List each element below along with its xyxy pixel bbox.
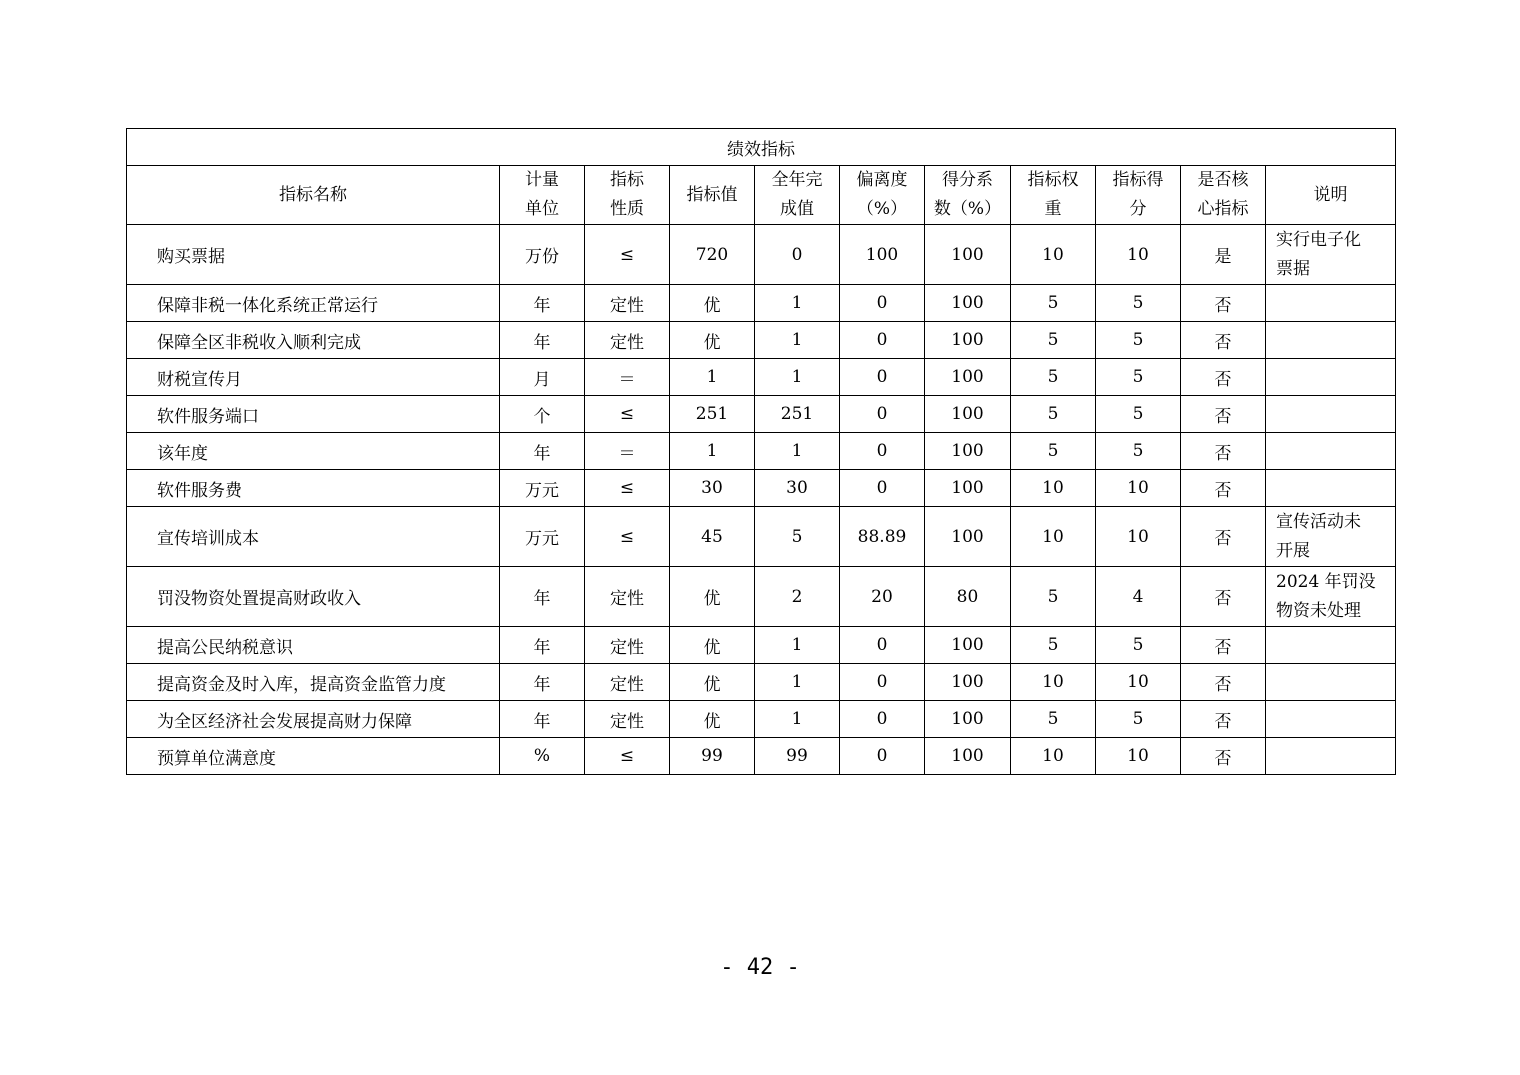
cell-actual: 251 [755,396,840,433]
cell-actual: 5 [755,507,840,567]
table-title-row [127,129,1396,166]
cell-value: 1 [670,433,755,470]
cell-deviation: 0 [840,738,925,775]
table-row [127,322,1396,359]
cell-unit: 年 [500,567,585,627]
cell-name: 提高公民纳税意识 [127,627,500,664]
table-row [127,701,1396,738]
cell-weight: 5 [1011,433,1096,470]
cell-coef: 100 [925,664,1011,701]
cell-score: 10 [1096,470,1181,507]
cell-value: 优 [670,701,755,738]
cell-note [1266,664,1396,701]
cell-value: 优 [670,664,755,701]
header-note: 说明 [1266,166,1396,225]
cell-value: 251 [670,396,755,433]
cell-deviation: 100 [840,225,925,285]
cell-score: 10 [1096,225,1181,285]
cell-deviation: 0 [840,701,925,738]
cell-actual: 1 [755,322,840,359]
cell-deviation: 88.89 [840,507,925,567]
cell-coef: 100 [925,738,1011,775]
cell-coef: 100 [925,701,1011,738]
cell-actual: 1 [755,664,840,701]
cell-nature: 定性 [585,701,670,738]
cell-weight: 5 [1011,396,1096,433]
table-row [127,433,1396,470]
header-name: 指标名称 [127,166,500,225]
cell-coef: 80 [925,567,1011,627]
cell-nature: ＝ [585,359,670,396]
cell-core: 否 [1181,567,1266,627]
cell-nature: ≤ [585,507,670,567]
cell-core: 否 [1181,470,1266,507]
table-row [127,567,1396,627]
cell-weight: 5 [1011,567,1096,627]
cell-note [1266,396,1396,433]
cell-deviation: 0 [840,322,925,359]
cell-core: 否 [1181,738,1266,775]
cell-value: 30 [670,470,755,507]
cell-nature: ≤ [585,396,670,433]
cell-coef: 100 [925,470,1011,507]
cell-weight: 10 [1011,664,1096,701]
table-row [127,627,1396,664]
cell-core: 否 [1181,322,1266,359]
cell-note: 2024 年罚没 物资未处理 [1266,567,1396,627]
cell-coef: 100 [925,507,1011,567]
cell-actual: 1 [755,359,840,396]
cell-deviation: 0 [840,664,925,701]
cell-score: 5 [1096,627,1181,664]
cell-note [1266,470,1396,507]
cell-core: 否 [1181,433,1266,470]
table-row [127,738,1396,775]
cell-score: 5 [1096,433,1181,470]
cell-nature: 定性 [585,627,670,664]
table-row [127,470,1396,507]
cell-nature: ＝ [585,433,670,470]
cell-deviation: 0 [840,359,925,396]
cell-actual: 1 [755,701,840,738]
cell-name: 为全区经济社会发展提高财力保障 [127,701,500,738]
cell-core: 否 [1181,507,1266,567]
cell-actual: 1 [755,433,840,470]
table-row [127,396,1396,433]
cell-note: 宣传活动未 开展 [1266,507,1396,567]
cell-note [1266,627,1396,664]
table-row [127,507,1396,567]
cell-value: 优 [670,627,755,664]
cell-core: 否 [1181,701,1266,738]
cell-name: 预算单位满意度 [127,738,500,775]
cell-nature: 定性 [585,567,670,627]
table-body [127,225,1396,775]
cell-deviation: 0 [840,433,925,470]
cell-core: 否 [1181,285,1266,322]
header-row [127,166,1396,225]
cell-value: 优 [670,567,755,627]
cell-name: 保障全区非税收入顺利完成 [127,322,500,359]
cell-weight: 10 [1011,738,1096,775]
header-value: 指标值 [670,166,755,225]
cell-actual: 2 [755,567,840,627]
header-coef: 得分系 数（%） [925,166,1011,225]
cell-coef: 100 [925,225,1011,285]
table-row [127,225,1396,285]
cell-score: 4 [1096,567,1181,627]
cell-value: 45 [670,507,755,567]
cell-name: 财税宣传月 [127,359,500,396]
cell-name: 软件服务端口 [127,396,500,433]
header-deviation: 偏离度 （%） [840,166,925,225]
cell-note [1266,322,1396,359]
cell-deviation: 0 [840,285,925,322]
cell-coef: 100 [925,433,1011,470]
cell-weight: 5 [1011,285,1096,322]
cell-score: 5 [1096,285,1181,322]
table-row [127,664,1396,701]
cell-note [1266,359,1396,396]
cell-name: 软件服务费 [127,470,500,507]
cell-core: 否 [1181,359,1266,396]
cell-coef: 100 [925,322,1011,359]
cell-weight: 10 [1011,507,1096,567]
cell-value: 99 [670,738,755,775]
cell-nature: ≤ [585,738,670,775]
cell-weight: 10 [1011,470,1096,507]
cell-deviation: 0 [840,470,925,507]
header-score: 指标得 分 [1096,166,1181,225]
cell-note [1266,285,1396,322]
cell-unit: 万元 [500,470,585,507]
cell-note [1266,433,1396,470]
table-row [127,285,1396,322]
header-weight: 指标权 重 [1011,166,1096,225]
table-title: 绩效指标 [127,129,1396,166]
cell-weight: 5 [1011,322,1096,359]
cell-value: 优 [670,285,755,322]
cell-value: 优 [670,322,755,359]
cell-weight: 5 [1011,701,1096,738]
cell-unit: 年 [500,285,585,322]
cell-name: 提高资金及时入库，提高资金监管力度 [127,664,500,701]
cell-nature: ≤ [585,470,670,507]
header-unit: 计量 单位 [500,166,585,225]
cell-value: 1 [670,359,755,396]
page-number: - 42 - [720,955,800,980]
cell-unit: 个 [500,396,585,433]
cell-name: 该年度 [127,433,500,470]
cell-nature: 定性 [585,322,670,359]
cell-actual: 0 [755,225,840,285]
cell-weight: 10 [1011,225,1096,285]
cell-unit: 年 [500,433,585,470]
cell-name: 罚没物资处置提高财政收入 [127,567,500,627]
cell-unit: 月 [500,359,585,396]
cell-unit: 年 [500,701,585,738]
cell-score: 5 [1096,701,1181,738]
cell-deviation: 20 [840,567,925,627]
cell-score: 5 [1096,359,1181,396]
cell-core: 否 [1181,664,1266,701]
cell-coef: 100 [925,396,1011,433]
cell-coef: 100 [925,285,1011,322]
cell-score: 5 [1096,322,1181,359]
cell-actual: 99 [755,738,840,775]
cell-nature: 定性 [585,664,670,701]
table-row [127,359,1396,396]
cell-score: 10 [1096,507,1181,567]
header-actual: 全年完 成值 [755,166,840,225]
cell-note [1266,701,1396,738]
cell-actual: 1 [755,285,840,322]
cell-unit: 年 [500,664,585,701]
cell-unit: % [500,738,585,775]
performance-indicator-table [126,128,1396,775]
cell-score: 10 [1096,664,1181,701]
cell-weight: 5 [1011,627,1096,664]
cell-unit: 万元 [500,507,585,567]
cell-note: 实行电子化 票据 [1266,225,1396,285]
cell-coef: 100 [925,627,1011,664]
cell-coef: 100 [925,359,1011,396]
cell-deviation: 0 [840,627,925,664]
cell-deviation: 0 [840,396,925,433]
cell-value: 720 [670,225,755,285]
cell-name: 购买票据 [127,225,500,285]
cell-note [1266,738,1396,775]
cell-actual: 30 [755,470,840,507]
cell-score: 5 [1096,396,1181,433]
header-nature: 指标 性质 [585,166,670,225]
cell-score: 10 [1096,738,1181,775]
cell-core: 否 [1181,396,1266,433]
cell-unit: 年 [500,627,585,664]
cell-unit: 万份 [500,225,585,285]
cell-name: 保障非税一体化系统正常运行 [127,285,500,322]
cell-nature: 定性 [585,285,670,322]
cell-name: 宣传培训成本 [127,507,500,567]
header-core: 是否核 心指标 [1181,166,1266,225]
cell-nature: ≤ [585,225,670,285]
cell-core: 否 [1181,627,1266,664]
cell-weight: 5 [1011,359,1096,396]
cell-core: 是 [1181,225,1266,285]
cell-unit: 年 [500,322,585,359]
cell-actual: 1 [755,627,840,664]
